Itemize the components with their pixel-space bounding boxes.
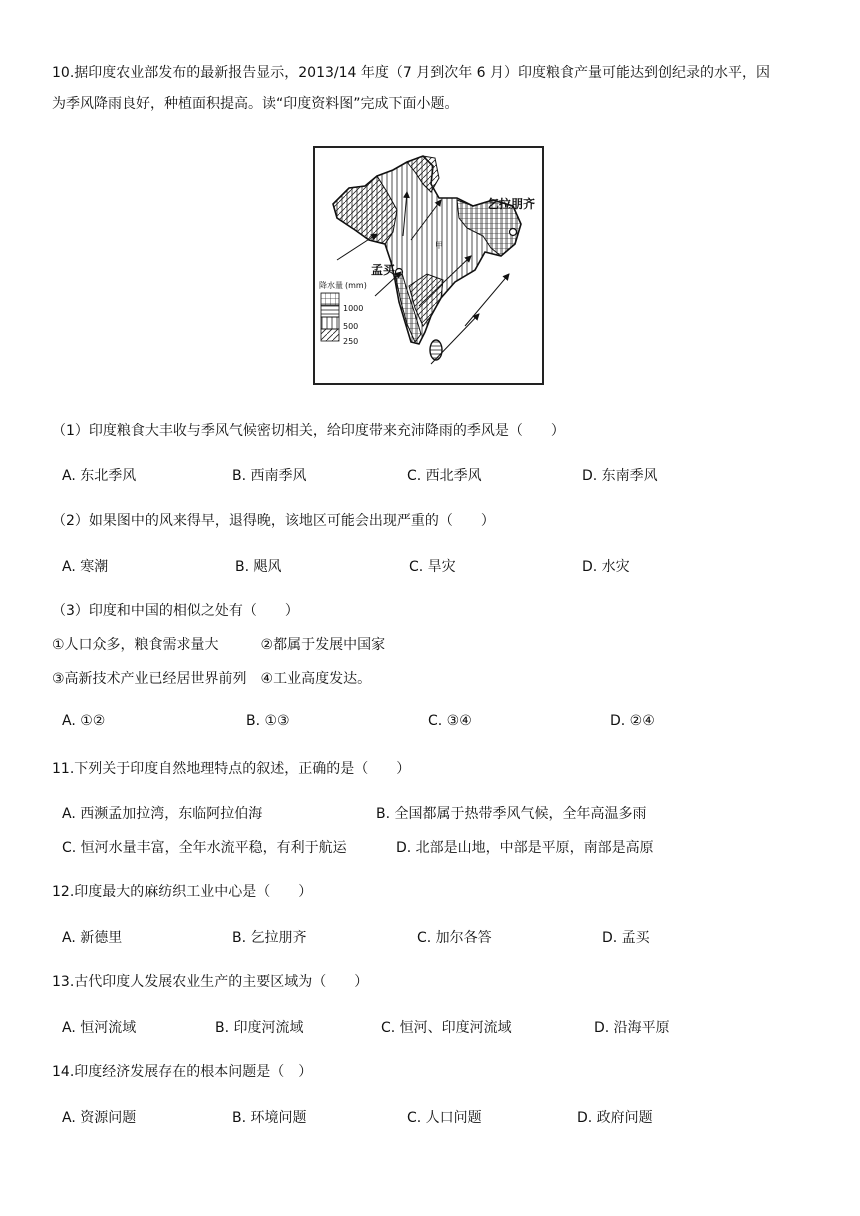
q12-option-b[interactable]: B. 乞拉朋齐 bbox=[232, 930, 307, 946]
q13-options bbox=[62, 1017, 842, 1037]
q12-option-d[interactable]: D. 孟买 bbox=[602, 930, 650, 946]
q14-option-a[interactable]: A. 资源问题 bbox=[62, 1110, 137, 1126]
wind-arrow bbox=[465, 274, 509, 326]
india-map-svg bbox=[315, 148, 542, 383]
cherrapunji-marker bbox=[510, 229, 517, 236]
q1-option-a[interactable]: A. 东北季风 bbox=[62, 468, 137, 484]
sri-lanka bbox=[430, 340, 442, 360]
label-jia: 甲 bbox=[435, 241, 443, 250]
q14-stem: 14.印度经济发展存在的根本问题是（ ） bbox=[52, 1064, 313, 1080]
legend-unit: (mm) bbox=[345, 281, 367, 290]
q2-option-d[interactable]: D. 水灾 bbox=[582, 559, 630, 575]
q3-statements-2: ③高新技术产业已经居世界前列 ④工业高度发达。 bbox=[52, 671, 372, 687]
q2-options bbox=[62, 556, 842, 576]
q12-option-c[interactable]: C. 加尔各答 bbox=[417, 930, 492, 946]
q13-stem: 13.古代印度人发展农业生产的主要区域为（ ） bbox=[52, 974, 369, 990]
q11-stem: 11.下列关于印度自然地理特点的叙述，正确的是（ ） bbox=[52, 761, 411, 777]
q11-options-row-1 bbox=[62, 803, 842, 823]
intro-line-2: 为季风降雨良好，种植面积提高。读“印度资料图”完成下面小题。 bbox=[52, 96, 459, 112]
legend-swatch-250 bbox=[321, 317, 339, 329]
q11-option-a[interactable]: A. 西濒孟加拉湾，东临阿拉伯海 bbox=[62, 806, 263, 822]
q1-stem: （1）印度粮食大丰收与季风气候密切相关，给印度带来充沛降雨的季风是（ ） bbox=[52, 423, 565, 439]
india-map-figure bbox=[313, 146, 544, 385]
q1-option-c[interactable]: C. 西北季风 bbox=[407, 468, 482, 484]
legend-swatch-1000 bbox=[321, 293, 339, 305]
q13-option-d[interactable]: D. 沿海平原 bbox=[594, 1020, 670, 1036]
q14-options bbox=[62, 1107, 842, 1127]
legend-value-1000: 1000 bbox=[343, 304, 364, 313]
q13-option-a[interactable]: A. 恒河流域 bbox=[62, 1020, 137, 1036]
legend-swatch-low bbox=[321, 329, 339, 341]
q11-option-b[interactable]: B. 全国都属于热带季风气候，全年高温多雨 bbox=[376, 806, 647, 822]
legend-value-250: 250 bbox=[343, 337, 359, 346]
q1-options bbox=[62, 465, 842, 485]
q1-option-b[interactable]: B. 西南季风 bbox=[232, 468, 307, 484]
legend-title: 降水量 bbox=[319, 281, 343, 290]
q3-options bbox=[62, 713, 842, 733]
wind-arrow bbox=[431, 314, 479, 364]
q2-option-b[interactable]: B. 飓风 bbox=[235, 559, 282, 575]
q1-option-d[interactable]: D. 东南季风 bbox=[582, 468, 658, 484]
q13-option-b[interactable]: B. 印度河流域 bbox=[215, 1020, 304, 1036]
legend-swatch-500 bbox=[321, 305, 339, 317]
legend-value-500: 500 bbox=[343, 322, 359, 331]
q12-option-a[interactable]: A. 新德里 bbox=[62, 930, 123, 946]
q3-option-d[interactable]: D. ②④ bbox=[610, 713, 655, 729]
q3-stem: （3）印度和中国的相似之处有（ ） bbox=[52, 603, 299, 619]
q2-option-a[interactable]: A. 寒潮 bbox=[62, 559, 109, 575]
q13-option-c[interactable]: C. 恒河、印度河流域 bbox=[381, 1020, 512, 1036]
intro-line-1: 10.据印度农业部发布的最新报告显示，2013/14 年度（7 月到次年 6 月）印度粮食产量可能达到创纪录的水平，因 bbox=[52, 65, 771, 81]
q11-option-d[interactable]: D. 北部是山地，中部是平原，南部是高原 bbox=[396, 840, 654, 856]
q11-options-row-2 bbox=[62, 837, 842, 857]
q2-option-c[interactable]: C. 旱灾 bbox=[409, 559, 456, 575]
wind-arrow bbox=[337, 234, 377, 260]
label-mumbai: 孟买 bbox=[371, 263, 396, 277]
q12-stem: 12.印度最大的麻纺织工业中心是（ ） bbox=[52, 884, 313, 900]
q14-option-c[interactable]: C. 人口问题 bbox=[407, 1110, 482, 1126]
label-cherrapunji: 乞拉朋齐 bbox=[487, 197, 536, 211]
q3-option-b[interactable]: B. ①③ bbox=[246, 713, 290, 729]
q3-option-c[interactable]: C. ③④ bbox=[428, 713, 472, 729]
q14-option-b[interactable]: B. 环境问题 bbox=[232, 1110, 307, 1126]
q12-options bbox=[62, 927, 842, 947]
q3-statements-1: ①人口众多，粮食需求量大 ②都属于发展中国家 bbox=[52, 637, 386, 653]
precipitation-legend bbox=[319, 280, 367, 346]
q3-option-a[interactable]: A. ①② bbox=[62, 713, 106, 729]
q11-option-c[interactable]: C. 恒河水量丰富，全年水流平稳，有利于航运 bbox=[62, 840, 347, 856]
q2-stem: （2）如果图中的风来得早，退得晚，该地区可能会出现严重的（ ） bbox=[52, 513, 495, 529]
q14-option-d[interactable]: D. 政府问题 bbox=[577, 1110, 653, 1126]
